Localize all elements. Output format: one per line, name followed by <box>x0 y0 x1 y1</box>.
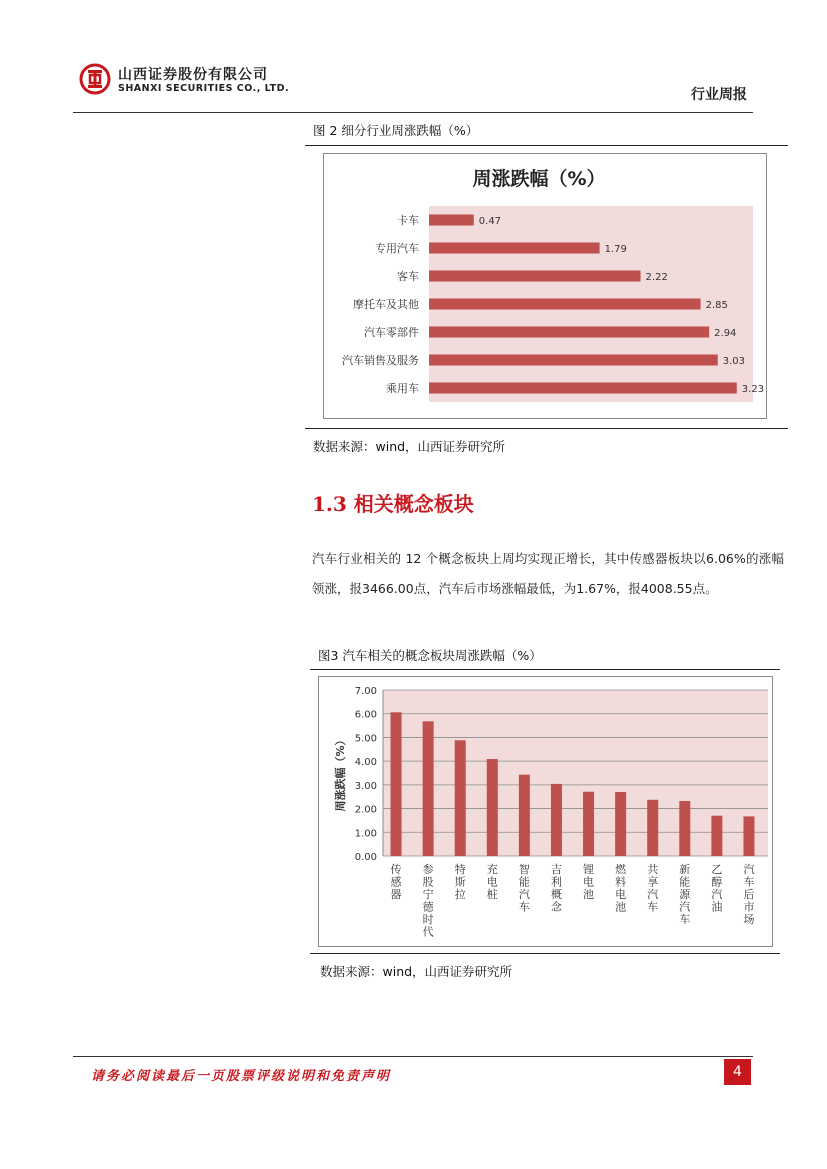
category-label: 专用汽车 <box>375 242 419 255</box>
x-category-label: 乙醇汽油 <box>711 863 723 914</box>
report-type-label: 行业周报 <box>691 87 747 103</box>
bar <box>423 721 434 856</box>
bar <box>615 792 626 856</box>
category-label: 乘用车 <box>386 382 419 395</box>
category-label: 卡车 <box>397 214 419 227</box>
x-category-label: 汽车后市场 <box>743 863 755 926</box>
bar <box>429 383 737 394</box>
category-label: 客车 <box>397 270 419 283</box>
company-name-en: SHANXI SECURITIES CO., LTD. <box>118 83 290 94</box>
bar <box>429 243 600 254</box>
company-name-cn: 山西证券股份有限公司 <box>118 67 268 83</box>
x-category-label: 燃料电池 <box>615 863 627 914</box>
y-axis-label: 周涨跌幅（%） <box>334 734 347 812</box>
figure2-caption: 图 2 细分行业周涨跌幅（%） <box>313 123 479 138</box>
section-paragraph: 汽车行业相关的 12 个概念板块上周均实现正增长，其中传感器板块以6.06%的涨幅领涨，报3466.00点，汽车后市场涨幅最低，为1.67%，报4008.55点。 <box>312 551 784 596</box>
figure3-caption: 图3 汽车相关的概念板块周涨跌幅（%） <box>318 648 542 663</box>
bar <box>551 784 562 856</box>
footer-disclaimer: 请务必阅读最后一页股票评级说明和免责声明 <box>91 1069 392 1084</box>
data-label: 3.03 <box>722 356 746 367</box>
plot-area <box>383 690 768 856</box>
bar <box>583 792 594 856</box>
data-label: 0.47 <box>478 216 502 227</box>
bar <box>487 759 498 856</box>
figure3-top-rule <box>310 669 780 670</box>
bar <box>519 775 530 856</box>
data-label: 3.23 <box>741 384 765 395</box>
bar <box>429 299 701 310</box>
x-category-label: 传感器 <box>390 863 402 901</box>
header-divider <box>73 112 753 113</box>
category-label: 摩托车及其他 <box>353 298 419 311</box>
footer-divider <box>73 1056 753 1057</box>
x-category-label: 参股宁德时代 <box>422 863 434 939</box>
x-category-label: 吉利概念 <box>550 863 562 914</box>
x-category-label: 充电桩 <box>486 863 498 901</box>
bar <box>429 327 709 338</box>
category-label: 汽车零部件 <box>364 326 419 339</box>
x-category-label: 智能汽车 <box>518 863 530 914</box>
data-label: 2.85 <box>705 300 728 311</box>
y-tick-label: 3.00 <box>354 780 377 792</box>
figure2-source-note: 数据来源：wind，山西证券研究所 <box>313 439 506 454</box>
figure3-bottom-rule <box>310 953 780 954</box>
figure2-top-rule <box>305 145 788 146</box>
data-label: 1.79 <box>604 244 627 255</box>
bar <box>711 816 722 856</box>
data-label: 2.94 <box>714 328 737 339</box>
y-tick-label: 5.00 <box>354 733 377 745</box>
x-category-label: 锂电池 <box>583 863 595 901</box>
bar <box>429 355 718 366</box>
bar <box>647 800 658 856</box>
bar <box>743 816 754 856</box>
y-tick-label: 6.00 <box>354 709 377 721</box>
chart-title: 周涨跌幅（%） <box>472 168 606 190</box>
y-tick-label: 2.00 <box>354 804 377 816</box>
y-tick-label: 7.00 <box>354 686 377 697</box>
figure3-bar-chart <box>319 677 772 946</box>
bar <box>391 712 402 856</box>
figure3-source-note: 数据来源：wind，山西证券研究所 <box>320 964 513 979</box>
y-tick-label: 4.00 <box>354 757 377 769</box>
company-logo <box>79 63 111 95</box>
data-label: 2.22 <box>645 272 668 283</box>
section-heading: 1.3 相关概念板块 <box>312 492 474 516</box>
bar <box>455 740 466 856</box>
x-category-label: 特斯拉 <box>454 863 466 901</box>
y-tick-label: 0.00 <box>354 852 377 863</box>
figure2-bar-chart <box>324 154 766 418</box>
bar <box>679 801 690 856</box>
category-label: 汽车销售及服务 <box>342 354 419 367</box>
figure2-bottom-rule <box>305 428 788 429</box>
x-category-label: 共享汽车 <box>647 863 659 914</box>
y-tick-label: 1.00 <box>354 828 377 840</box>
page-number: 4 <box>724 1059 751 1085</box>
x-category-label: 新能源汽车 <box>679 863 691 926</box>
bar <box>429 271 641 282</box>
bar <box>429 215 474 226</box>
